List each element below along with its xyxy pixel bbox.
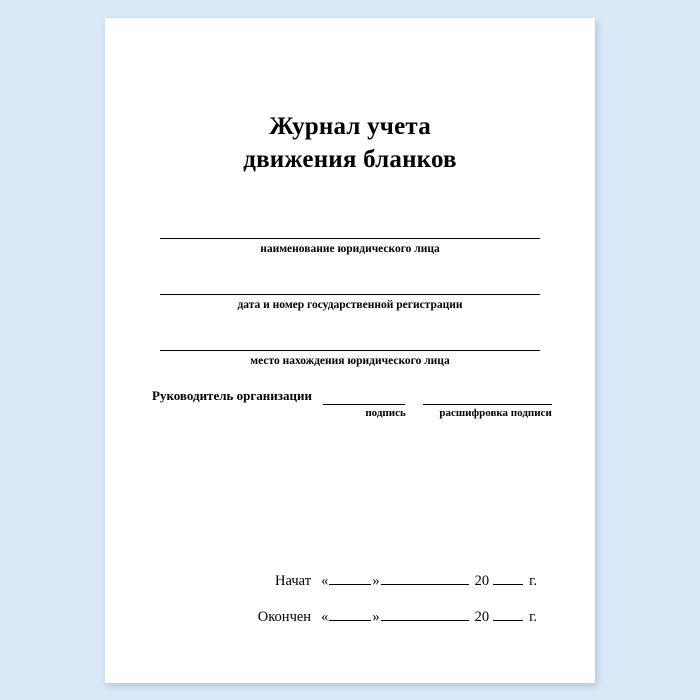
footer-finished-row — [105, 609, 595, 626]
footer-finished-label: Окончен — [257, 609, 312, 625]
signature-label: Руководитель организации — [152, 388, 312, 403]
footer-started-quote-open: « — [321, 573, 329, 589]
footer-started-row — [105, 573, 595, 590]
signature-transcript-caption: расшифровка подписи — [439, 407, 552, 419]
footer-started-day-input[interactable] — [329, 584, 371, 585]
title-line-1: Журнал учета — [269, 113, 431, 140]
signature-input[interactable] — [323, 390, 405, 405]
field-registration-caption: дата и номер государственной регистрации — [237, 299, 463, 311]
field-entity-name — [160, 218, 540, 257]
title-line-2: движения бланков — [243, 146, 457, 173]
signature-caption: подпись — [365, 407, 406, 419]
footer-finished-quote-open: « — [321, 609, 329, 625]
document-title — [105, 110, 595, 176]
field-location-input[interactable] — [160, 330, 540, 351]
footer-finished-year-prefix: 20 — [474, 609, 490, 625]
paper-sheet — [105, 18, 595, 683]
footer-started-quote-close: » — [372, 573, 380, 589]
footer-started-month-input[interactable] — [381, 584, 469, 585]
signature-row — [152, 388, 552, 405]
field-entity-name-input[interactable] — [160, 218, 540, 239]
footer-finished-year-input[interactable] — [493, 620, 523, 621]
field-entity-name-caption: наименование юридического лица — [260, 243, 440, 255]
field-location — [160, 330, 540, 369]
field-registration — [160, 274, 540, 313]
footer-finished-month-input[interactable] — [381, 620, 469, 621]
signature-transcript-input[interactable] — [423, 390, 552, 405]
signature-captions — [152, 407, 552, 419]
footer-finished-year-suffix: г. — [529, 609, 537, 625]
footer-started-year-prefix: 20 — [474, 573, 490, 589]
footer-started-label: Начат — [275, 573, 312, 589]
footer-dates — [105, 573, 595, 645]
footer-started-year-input[interactable] — [493, 584, 523, 585]
footer-finished-quote-close: » — [372, 609, 380, 625]
entity-fields — [160, 218, 540, 386]
footer-finished-day-input[interactable] — [329, 620, 371, 621]
field-location-caption: место нахождения юридического лица — [250, 355, 450, 367]
footer-started-year-suffix: г. — [529, 573, 537, 589]
signature-block — [152, 388, 552, 419]
field-registration-input[interactable] — [160, 274, 540, 295]
